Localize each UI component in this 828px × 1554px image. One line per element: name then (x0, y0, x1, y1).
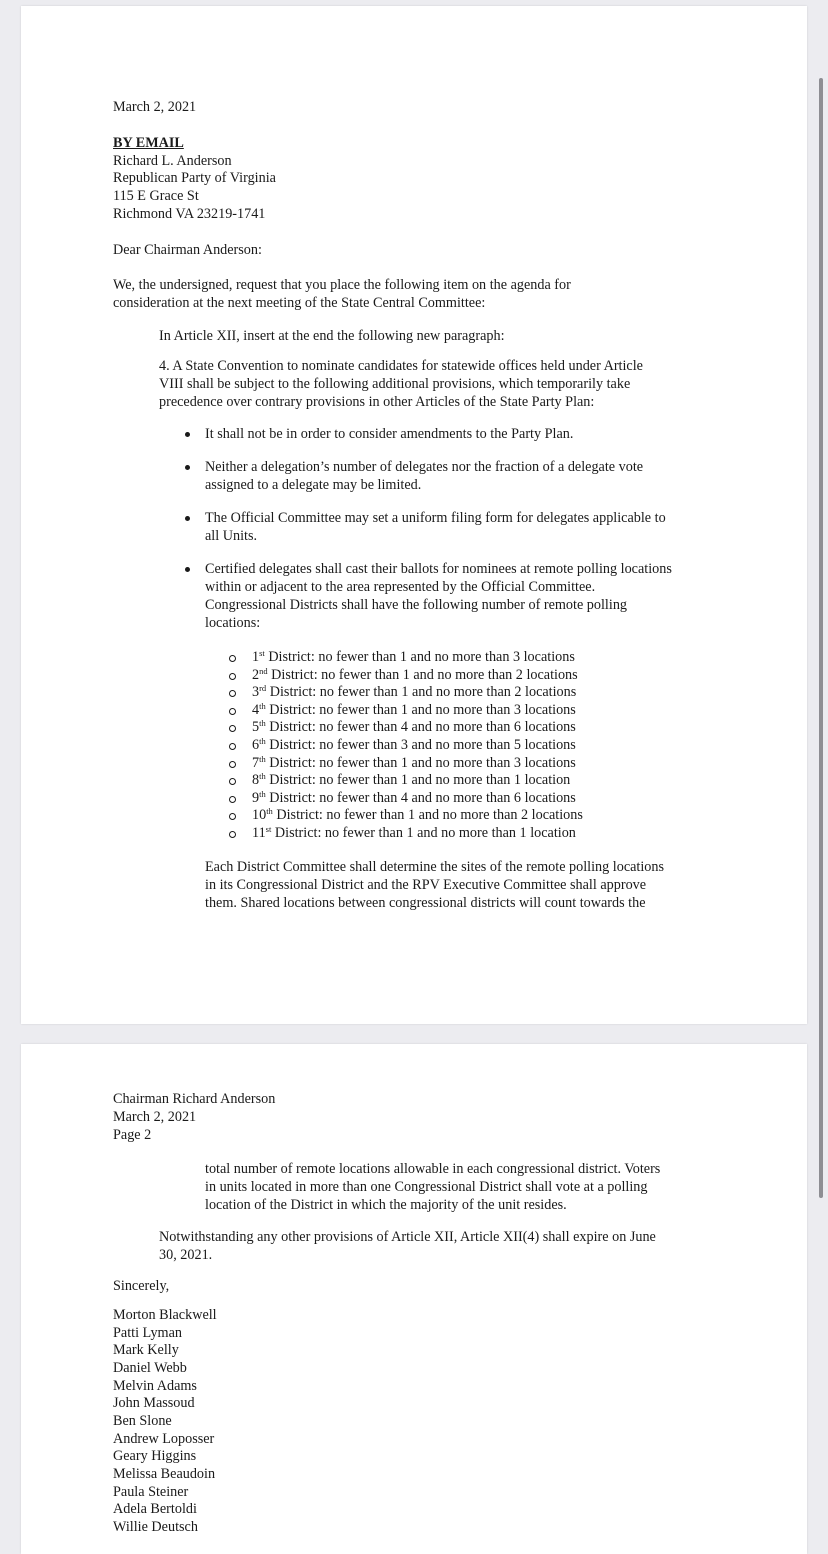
sub-bullet-marker (229, 778, 236, 785)
signer-name: Morton Blackwell (113, 1307, 217, 1323)
scrollbar[interactable] (817, 6, 825, 1536)
district-item: 2nd District: no fewer than 1 and no more than 2 locations (252, 665, 578, 683)
signer-name: Adela Bertoldi (113, 1501, 197, 1518)
bullet-3-text: all Units. (205, 528, 258, 544)
continuation-line: in units located in more than one Congressional District shall vote at a polling (205, 1179, 648, 1195)
signer-name: Melissa Beaudoin (113, 1465, 216, 1482)
letter-page-2 (21, 1044, 807, 1554)
letter-page-1 (21, 6, 807, 1024)
bullet-2-text: assigned to a delegate may be limited. (205, 477, 422, 493)
page-header-line: Chairman Richard Anderson (113, 1091, 276, 1107)
district-item: 1st District: no fewer than 1 and no more than 3 locations (252, 648, 575, 665)
continuation-line: location of the District in which the majority of the unit resides. (205, 1197, 567, 1213)
continuation-line: total number of remote locations allowable in each congressional district. Voters (205, 1161, 661, 1177)
by-email-heading: BY EMAIL (113, 135, 184, 151)
bullet-marker (185, 567, 190, 572)
recipient-street: 115 E Grace St (113, 188, 199, 204)
sub-bullet-marker (229, 813, 236, 820)
district-item: 8th District: no fewer than 1 and no more than 1 location (252, 771, 571, 789)
bullet-4-text: Congressional Districts shall have the following number of remote polling (205, 597, 628, 613)
bullet-4-text: within or adjacent to the area represented by the Official Committee. (205, 579, 596, 595)
sub-bullet-marker (229, 761, 236, 768)
recipient-city: Richmond VA 23219-1741 (113, 206, 266, 222)
signer-name: Patti Lyman (113, 1324, 182, 1341)
signer-name: Willie Deutsch (113, 1518, 198, 1535)
bullet-4-text: Certified delegates shall cast their ballots for nominees at remote polling locations (205, 561, 672, 577)
closing: Sincerely, (113, 1278, 170, 1294)
bullet-marker (185, 432, 190, 437)
bullet-2-text: Neither a delegation’s number of delegates nor the fraction of a delegate vote (205, 459, 644, 475)
district-paragraph-line: Each District Committee shall determine the sites of the remote polling locations (205, 859, 665, 875)
sub-bullet-marker (229, 690, 236, 697)
paragraph-4-line: 4. A State Convention to nominate candidates for statewide offices held under Article (159, 358, 643, 374)
sub-bullet-marker (229, 743, 236, 750)
notwithstanding-line: 30, 2021. (159, 1247, 213, 1263)
signer-name: Paula Steiner (113, 1483, 189, 1500)
district-item: 7th District: no fewer than 1 and no more than 3 locations (252, 753, 576, 771)
intro-line: consideration at the next meeting of the State Central Committee: (113, 295, 486, 311)
intro-line: We, the undersigned, request that you place the following item on the agenda for (113, 277, 571, 293)
signer-name: Daniel Webb (113, 1359, 187, 1376)
salutation: Dear Chairman Anderson: (113, 242, 262, 258)
signer-name: John Massoud (113, 1395, 195, 1412)
insert-instruction: In Article XII, insert at the end the following new paragraph: (159, 328, 505, 344)
paragraph-4-line: precedence over contrary provisions in other Articles of the State Party Plan: (159, 394, 595, 410)
sub-bullet-marker (229, 708, 236, 715)
district-paragraph-line: them. Shared locations between congressional districts will count towards the (205, 895, 646, 911)
scrollbar-thumb[interactable] (819, 78, 823, 1198)
district-item: 11st District: no fewer than 1 and no more than 1 location (252, 824, 576, 841)
sub-bullet-marker (229, 725, 236, 732)
district-item: 4th District: no fewer than 1 and no more than 3 locations (252, 700, 576, 718)
letter-date: March 2, 2021 (113, 99, 197, 115)
district-item: 5th District: no fewer than 4 and no more than 6 locations (252, 718, 576, 736)
district-item: 3rd District: no fewer than 1 and no more than 2 locations (252, 683, 577, 701)
signer-name: Geary Higgins (113, 1448, 197, 1465)
signer-name: Mark Kelly (113, 1342, 179, 1359)
sub-bullet-marker (229, 831, 236, 838)
bullet-3-text: The Official Committee may set a uniform filing form for delegates applicable to (205, 510, 666, 526)
district-paragraph-line: in its Congressional District and the RPV Executive Committee shall approve (205, 877, 647, 893)
bullet-marker (185, 465, 190, 470)
bullet-4-text: locations: (205, 615, 261, 631)
sub-bullet-marker (229, 655, 236, 662)
sub-bullet-marker (229, 673, 236, 680)
recipient-organization: Republican Party of Virginia (113, 170, 276, 186)
district-item: 10th District: no fewer than 1 and no more than 2 locations (252, 806, 583, 824)
district-item: 9th District: no fewer than 4 and no more than 6 locations (252, 788, 576, 806)
bullet-1-text: It shall not be in order to consider amendments to the Party Plan. (205, 426, 574, 442)
page-header-line: Page 2 (113, 1127, 152, 1143)
signer-name: Ben Slone (113, 1412, 172, 1429)
page-header-line: March 2, 2021 (113, 1109, 197, 1125)
signer-name: Andrew Loposser (113, 1430, 215, 1447)
recipient-name: Richard L. Anderson (113, 153, 232, 169)
paragraph-4-line: VIII shall be subject to the following additional provisions, which temporarily take (159, 376, 631, 392)
district-item: 6th District: no fewer than 3 and no more than 5 locations (252, 736, 576, 753)
bullet-marker (185, 516, 190, 521)
notwithstanding-line: Notwithstanding any other provisions of Article XII, Article XII(4) shall expire on June (159, 1229, 656, 1245)
sub-bullet-marker (229, 796, 236, 803)
signer-name: Melvin Adams (113, 1377, 197, 1394)
